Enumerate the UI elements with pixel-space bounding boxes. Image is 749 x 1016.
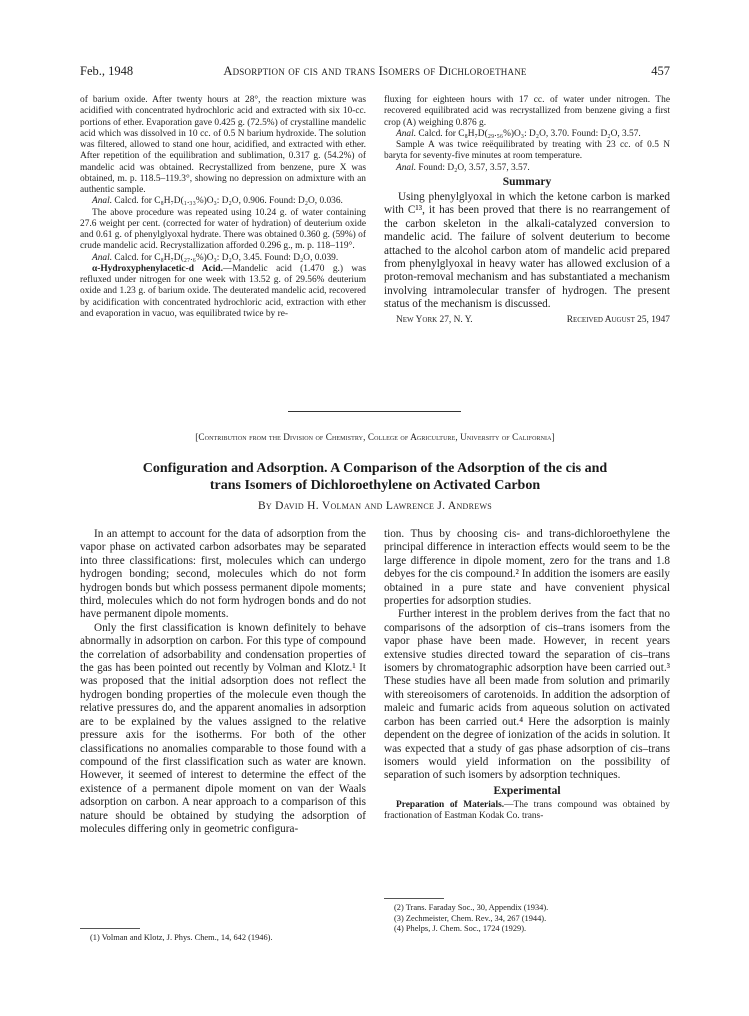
top-left-column [80, 95, 366, 320]
received-line: Received August 25, 1947 [566, 314, 670, 325]
section-divider [288, 411, 461, 412]
section-run-in-heading: Preparation of Materials. [396, 800, 505, 811]
summary-heading: Summary [502, 175, 552, 188]
footnote: (4) Phelps, J. Chem. Soc., 1724 (1929). [394, 924, 527, 933]
paragraph: of barium oxide. After twenty hours at 28°, the reaction mixture was acidified with concentrated hydrochloric acid and extracted with six 10-cc. portions of ether. Evaporation gave 0.425 g. (72.5%) of crystalline mandelic acid which was dissolved in 10 cc. of 0.5 N barium hydroxide. The solution was filtered, allowed to stand one hour, acidified, and extracted with ether. After repetition of the equilibration and sublimation, 0.317 g. (54.2%) of mandelic acid was obtained. Recrystallized from benzene, pure X was obtained, m. p. 118.5–119.3°, showing no depression on admixture with an authentic sample. [80, 95, 366, 195]
footnote-rule [80, 928, 140, 929]
paragraph: tion. Thus by choosing cis- and trans-dichloroethylene the principal difference in interaction effects would seem to be the large difference in dipole moment, zero for the trans and 1.8 debyes for the cis compound.² In addition the isomers are easily obtained in a pure state and have convenient physical properties for adsorption studies. [384, 528, 670, 608]
header-date: Feb., 1948 [80, 64, 134, 78]
title-line-2: trans Isomers of Dichloroethylene on Activated Carbon [209, 478, 541, 493]
analysis-line [80, 196, 366, 207]
analysis-line [80, 253, 366, 264]
paragraph [384, 800, 670, 823]
paragraph: Only the first classification is known definitely to behave abnormally in adsorption on carbon. For this type of compound the correlation of adsorbability and condensation properties of the gas has been pointed out recently by Volman and Klotz.¹ It was proposed that the initial adsorption does not reflect the hydrogen bonding properties of the molecule even though the relative pressures do, and the apparent anomalies in adsorption are to be explained by the values assigned to the relative pressure axis for the isotherms. For both of the other classifications no anomalies comparable to those found with a compound of the first classification such as water are known. However, it seemed of interest to determine the effect of the existence of a permanent dipole moment on van der Waals adsorption on carbon. A near approach to a comparison of this nature should be obtained by studying the adsorption of molecules differing only in geometric configura- [80, 621, 366, 835]
analysis-line [384, 163, 670, 174]
footnotes-right [394, 903, 670, 935]
anal-label: Anal. [92, 252, 113, 263]
footnote: (1) Volman and Klotz, J. Phys. Chem., 14, 642 (1946). [90, 933, 273, 942]
analysis-text: Calcd. for C₈H₇D(₁.₃₃%)O₃: D₂O, 0.906. Found: D₂O, 0.036. [114, 196, 343, 207]
summary-paragraph: Using phenylglyoxal in which the ketone carbon is marked with C¹³, it has been proved that there is no rearrangement of the carbon skeleton in the alkali-catalyzed conversion to mandelic acid. The failure of solvent deuterium to become attached to the alcohol carbon atom of mandelic acid prepared from phenylglyoxal in heavy water has allowed exclusion of a proton-removal mechanism and has substantiated a mechanism involving intramolecular transfer of hydrogen. The present status of the mechanism is discussed. [384, 191, 670, 311]
paragraph: In an attempt to account for the data of adsorption from the vapor phase on activated carbon adsorbates may be separated into three classifications: first, molecules which can undergo hydrogen bonding; second, molecules which do not form hydrogen bonds but which possess permanent dipole moments; third, molecules which do not form hydrogen bonds and do not have permanent dipole moments. [80, 528, 366, 621]
anal-label: Anal. [396, 162, 417, 173]
analysis-text: Found: D₂O, 3.57, 3.57, 3.57. [418, 162, 530, 173]
contribution-line: [Contribution from the Division of Chemistry, College of Agriculture, University of California] [195, 432, 555, 442]
body-left-column [80, 528, 366, 836]
top-right-column [384, 95, 670, 326]
body-right-column [384, 528, 670, 823]
analysis-text: Calcd. for C₈H₇D(₂₉.₅₆%)O₃: D₂O, 3.70. Found: D₂O, 3.57. [418, 128, 641, 139]
paragraph: The above procedure was repeated using 10.24 g. of water containing 27.6 weight per cent. (corrected for water of hydration) of deuterium oxide and 0.61 g. of phenylglyoxal hydrate. There was obtained 0.360 g. (59%) of crude mandelic acid. Recrystallization afforded 0.296 g., m. p. 118–119°. [80, 207, 366, 252]
footnote-rule [384, 898, 444, 899]
footnote: (3) Zechmeister, Chem. Rev., 34, 267 (1944). [394, 913, 547, 923]
analysis-text: Calcd. for C₈H₇D(₂₇.₆%)O₃: D₂O, 3.45. Found: D₂O, 0.039. [114, 252, 339, 263]
article-authors: By David H. Volman and Lawrence J. Andrews [257, 500, 493, 512]
paragraph-text: —The trans compound was obtained by fractionation of Eastman Kodak Co. trans- [384, 800, 670, 822]
title-line-1: Configuration and Adsorption. A Comparison of the Adsorption of the cis and [142, 461, 608, 476]
analysis-line [384, 129, 670, 140]
running-header [80, 64, 670, 80]
section-run-in-heading: α-Hydroxyphenylacetic-d Acid. [92, 263, 223, 274]
footnotes-left [90, 933, 366, 944]
dateline [384, 315, 670, 326]
anal-label: Anal. [396, 128, 417, 139]
paragraph [80, 264, 366, 320]
experimental-heading: Experimental [493, 784, 561, 797]
paragraph: Sample A was twice reëquilibrated by treating with 23 cc. of 0.5 N baryta for seventy-five minutes at room temperature. [384, 140, 670, 162]
paragraph: fluxing for eighteen hours with 17 cc. of water under nitrogen. The recovered equilibrated acid was recrystallized from benzene giving a first crop (A) weighing 0.876 g. [384, 95, 670, 128]
page-number: 457 [651, 64, 670, 78]
paragraph: Further interest in the problem derives from the fact that no comparisons of the adsorption of cis–trans isomers from the vapor phase have been made. However, in recent years extensive studies directed toward the separation of cis–trans isomers by chromatographic adsorption have been carried out.³ These studies have all been made from solution and primarily with stereoisomers of carotenoids. In addition the adsorption of maleic and fumaric acids from aqueous solution on activated carbon has been carried out.⁴ Here the adsorption is mainly dependent on the degree of ionization of the acids in solution. It was expected that a study of gas phase adsorption of cis–trans isomers would yield information on the possibility of separation of such isomers by adsorption techniques. [384, 608, 670, 782]
article-title [80, 460, 670, 494]
footnote: (2) Trans. Faraday Soc., 30, Appendix (1934). [394, 903, 549, 912]
anal-label: Anal. [92, 196, 113, 207]
paragraph-text: —Mandelic acid (1.470 g.) was refluxed under nitrogen for one week with 13.52 g. of 29.56% deuterium oxide and 1.23 g. of barium oxide. The deuterated mandelic acid, recovered by acidification with concentrated hydrochloric acid, extraction with ether and evaporation in vacuo, was equilibrated twice by re- [80, 263, 366, 319]
place-line: New York 27, N. Y. [396, 314, 473, 325]
header-title: Adsorption of cis and trans Isomers of Dichloroethane [223, 64, 527, 78]
